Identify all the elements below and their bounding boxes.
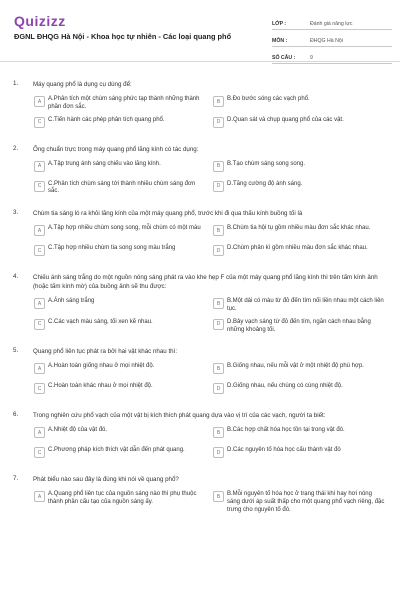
question-text: Chùm tia sáng ló ra khỏi lăng kính của một máy quang phổ, trước khi đi qua thấu kính buồng tối là	[33, 210, 303, 218]
answer-option-c[interactable]	[34, 244, 207, 260]
question-header	[0, 80, 400, 89]
option-text: B.Chùm tia hội tụ gồm nhiều màu đơn sắc khác nhau.	[227, 225, 371, 232]
question-header	[0, 475, 400, 484]
option-text: C.Tập hợp nhiều chùm tia song song màu trắng	[48, 245, 176, 252]
answer-options	[34, 297, 386, 334]
option-text: D.Giống nhau, nếu chúng có cùng nhiệt độ.	[227, 383, 343, 390]
answer-option-b[interactable]	[213, 160, 386, 176]
quizizz-logo: Quizizz	[14, 13, 66, 29]
question-text: Phát biểu nào sau đây là đúng khi nói về quang phổ?	[33, 476, 179, 484]
answer-option-d[interactable]	[213, 318, 386, 335]
option-letter-box: A	[34, 363, 45, 374]
question-3	[0, 209, 400, 260]
option-letter-box: D	[213, 245, 224, 256]
question-number: 5.	[13, 347, 19, 355]
question-text: Máy quang phổ là dụng cụ dùng để:	[33, 81, 132, 88]
meta-label: LỚP :	[272, 21, 287, 27]
answer-option-d[interactable]	[213, 382, 386, 398]
meta-value: 9	[310, 55, 313, 61]
option-letter-box: D	[213, 181, 224, 192]
option-text: D.Tăng cường độ ánh sáng.	[227, 180, 303, 187]
option-letter-box: D	[213, 319, 224, 330]
question-number: 4.	[13, 273, 19, 281]
option-text: D.Các nguyên tố hóa học cấu thành vật đó	[227, 447, 341, 454]
question-header	[0, 411, 400, 420]
option-text: A.Hoàn toàn giống nhau ở mọi nhiệt độ.	[48, 363, 155, 370]
option-text: C.Phân tích chùm sáng tới thành nhiều chùm sáng đơn sắc.	[48, 180, 196, 195]
page-title: ĐGNL ĐHQG Hà Nội - Khoa học tự nhiên - Các loại quang phổ	[14, 32, 232, 41]
option-letter-box: B	[213, 363, 224, 374]
option-letter-box: A	[34, 161, 45, 172]
option-letter-box: B	[213, 225, 224, 236]
question-7	[0, 475, 400, 514]
option-text: B.Giống nhau, nếu mỗi vật ở một nhiệt độ phù hợp.	[227, 363, 364, 370]
question-1	[0, 80, 400, 132]
question-2	[0, 145, 400, 197]
option-text: A.Tập trung ánh sáng chiếu vào lăng kính.	[48, 160, 161, 167]
answer-option-c[interactable]	[34, 382, 207, 398]
answer-options	[34, 95, 386, 132]
question-list	[0, 80, 400, 528]
answer-option-d[interactable]	[213, 116, 386, 132]
question-header	[0, 273, 400, 291]
option-letter-box: B	[213, 427, 224, 438]
answer-option-b[interactable]	[213, 490, 386, 514]
option-text: C.Hoàn toàn khác nhau ở mọi nhiệt độ.	[48, 383, 153, 390]
meta-value: ĐHQG Hà Nội	[310, 38, 343, 44]
meta-info	[272, 15, 392, 66]
option-text: B.Đo bước sóng các vạch phổ.	[227, 96, 310, 102]
option-text: B.Tạo chùm sáng song song.	[227, 160, 306, 167]
answer-option-a[interactable]	[34, 160, 207, 176]
question-number: 1.	[13, 80, 19, 87]
option-letter-box: C	[34, 319, 45, 330]
option-letter-box: A	[34, 298, 45, 309]
header-divider	[0, 61, 400, 62]
question-header	[0, 145, 400, 154]
option-text: C.Phương pháp kích thích vật dẫn đến phát quang.	[48, 447, 185, 454]
answer-option-c[interactable]	[34, 446, 207, 462]
question-number: 6.	[13, 411, 19, 419]
option-letter-box: B	[213, 96, 224, 107]
option-text: C.Tiến hành các phép phân tích quang phổ.	[48, 116, 165, 123]
question-text: Chiếu ánh sáng trắng do một nguồn nóng sáng phát ra vào khe hẹp F của một máy quang phổ lăng kính thì trên tấm kính ảnh (hoặc tấm kính mờ) của buồng ảnh sẽ thu được:	[33, 274, 378, 291]
meta-row-class	[272, 15, 392, 30]
question-text: Ống chuẩn trực trong máy quang phổ lăng kính có tác dụng:	[33, 145, 199, 153]
option-letter-box: A	[34, 225, 45, 236]
option-letter-box: C	[34, 383, 45, 394]
answer-option-c[interactable]	[34, 318, 207, 335]
option-letter-box: C	[34, 181, 45, 192]
meta-label: MÔN :	[272, 38, 288, 44]
answer-option-b[interactable]	[213, 297, 386, 314]
option-text: A.Quang phổ liên tục của nguồn sáng nào thì phụ thuộc thành phần cấu tạo của nguồn sáng ấy.	[48, 491, 197, 506]
meta-label: SỐ CÂU :	[272, 55, 296, 61]
answer-option-b[interactable]	[213, 224, 386, 240]
option-letter-box: A	[34, 491, 45, 502]
option-text: B.Một dải có màu từ đỏ đến tím nối liền nhau một cách liên tục.	[227, 298, 384, 312]
question-number: 3.	[13, 209, 19, 217]
answer-option-a[interactable]	[34, 426, 207, 442]
option-text: C.Các vạch màu sáng, tối xen kẽ nhau.	[48, 318, 153, 325]
answer-option-c[interactable]	[34, 116, 207, 132]
option-letter-box: C	[34, 117, 45, 128]
answer-options	[34, 426, 386, 462]
option-letter-box: D	[213, 447, 224, 458]
option-text: A.Nhiệt độ của vật đó.	[48, 427, 108, 434]
option-letter-box: C	[34, 447, 45, 458]
option-text: A.Phân tích một chùm sáng phức tạp thành những thành phần đơn sắc.	[48, 96, 200, 110]
answer-option-a[interactable]	[34, 362, 207, 378]
answer-options	[34, 224, 386, 260]
question-number: 2.	[13, 144, 19, 152]
answer-options	[34, 490, 386, 514]
option-text: B.Mỗi nguyên tố hóa học ở trạng thái khí hay hơi nóng sáng dưới áp suất thấp cho một quang phổ vạch riêng, đặc trưng cho nguyên tố đó.	[227, 491, 385, 513]
answer-option-d[interactable]	[213, 244, 386, 260]
answer-option-a[interactable]	[34, 490, 207, 514]
answer-option-a[interactable]	[34, 297, 207, 314]
answer-option-d[interactable]	[213, 446, 386, 462]
option-text: A.Tập hợp nhiều chùm song song, mỗi chùm có một màu	[48, 225, 201, 232]
answer-option-b[interactable]	[213, 95, 386, 112]
question-header	[0, 347, 400, 356]
option-text: D.Quan sát và chụp quang phổ của các vật.	[227, 116, 344, 123]
meta-row-subject	[272, 32, 392, 47]
question-6	[0, 411, 400, 462]
answer-option-c[interactable]	[34, 180, 207, 197]
option-letter-box: C	[34, 245, 45, 256]
option-text: A.Ánh sáng trắng	[48, 298, 95, 305]
answer-option-b[interactable]	[213, 362, 386, 378]
option-letter-box: B	[213, 298, 224, 309]
answer-option-d[interactable]	[213, 180, 386, 197]
option-letter-box: D	[213, 383, 224, 394]
answer-option-a[interactable]	[34, 224, 207, 240]
answer-options	[34, 160, 386, 197]
option-letter-box: B	[213, 491, 224, 502]
option-text: D.Chùm phân kì gồm nhiều màu đơn sắc khác nhau.	[227, 245, 368, 252]
option-letter-box: A	[34, 427, 45, 438]
option-letter-box: B	[213, 161, 224, 172]
answer-options	[34, 362, 386, 398]
question-text: Quang phổ liên tục phát ra bởi hai vật khác nhau thì:	[33, 348, 178, 356]
option-text: B.Các hợp chất hóa học tồn tại trong vật đó.	[227, 427, 345, 434]
option-letter-box: D	[213, 117, 224, 128]
question-4	[0, 273, 400, 334]
answer-option-a[interactable]	[34, 95, 207, 112]
question-number: 7.	[13, 475, 19, 483]
meta-value: Đánh giá năng lực	[310, 21, 353, 27]
option-letter-box: A	[34, 96, 45, 107]
answer-option-b[interactable]	[213, 426, 386, 442]
question-text: Trong nghiên cứu phổ vạch của một vật bị kích thích phát quang dựa vào vị trí của các vạch, người ta biết:	[33, 412, 326, 420]
question-header	[0, 209, 400, 218]
option-text: D.Bảy vạch sáng từ đỏ đến tím, ngăn cách nhau bằng những khoảng tối.	[227, 318, 371, 333]
question-5	[0, 347, 400, 398]
